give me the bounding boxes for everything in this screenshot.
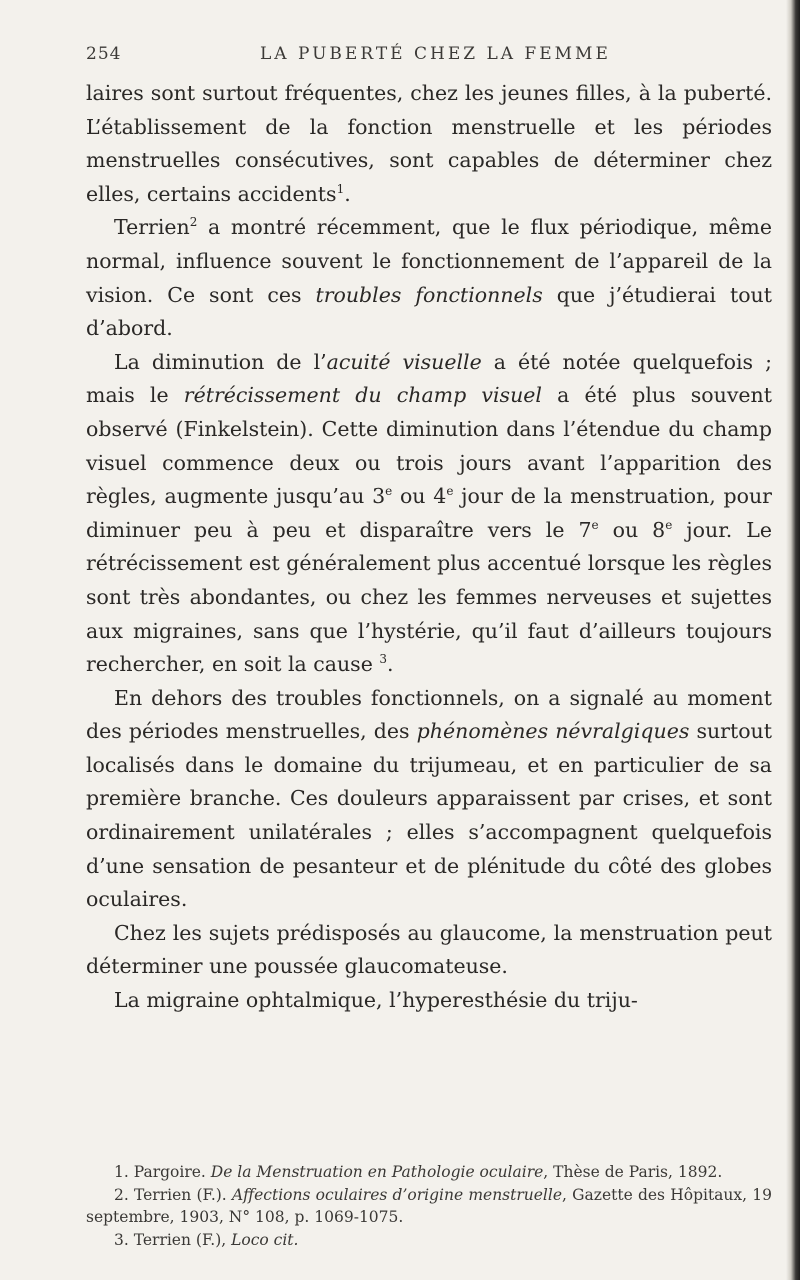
paragraph-3: La diminution de l’acuité visuelle a été notée quelquefois ; mais le rétrécissement du champ visuel a été plus souvent observé (Finkelstein). Cette diminution dans l’étendue du champ visuel commence deux ou trois jours avant l’apparition des règles, augmente jusqu’au 3e ou 4e jour de la menstruation, pour diminuer peu à peu et disparaître vers le 7e ou 8e jour. Le rétrécissement est généralement plus accentué lorsque les règles sont très abondantes, ou chez les femmes nerveuses et sujettes aux migraines, sans que l’hystérie, qu’il faut d’ailleurs toujours rechercher, en soit la cause $^3$. [86,349,772,677]
emphasis-acuite-visuelle: acuité visuelle [326,349,482,374]
paragraph-2: Terrien$^2$ a montré récemment, que le flux périodique, même normal, influence souvent le fonctionnement de l’appareil de la vision. Ce sont ces troubles fonctionnels que j’étudierai tout d’abord. [86,215,772,341]
footnotes [86,1161,772,1251]
paragraph-4: En dehors des troubles fonctionnels, on a signalé au moment des périodes menstruelles, des phénomènes névralgiques surtout localisés dans le domaine du trijumeau, et en particulier de sa première branche. Ces douleurs apparaissent par crises, et sont ordinairement unilatérales ; elles s’accompagnent quelquefois d’une sensation de pesanteur et de plénitude du côté des globes oculaires. [86,685,772,912]
emphasis-phenomenes-nevralgiques: phénomènes névralgiques [416,719,690,744]
running-head [86,44,776,70]
footnote-3: 3. Terrien (F.), Loco cit. [114,1230,299,1249]
emphasis-retrecissement: rétrécissement du champ visuel [183,383,542,408]
running-title: LA PUBERTÉ CHEZ LA FEMME [260,44,611,64]
paragraph-1: laires sont surtout fréquentes, chez les jeunes filles, à la puberté. L’établissement de la fonction menstruelle et les périodes menstruelles consécutives, sont capables de déterminer chez elles, certains accidents$^1$. [86,81,772,206]
footnote-ref-1[interactable]: 1 [336,181,345,196]
page-number: 254 [86,44,122,64]
paragraph-6: La migraine ophtalmique, l’hyperesthésie du triju- [114,988,638,1013]
footnote-1: 1. Pargoire. De la Menstruation en Pathologie oculaire, Thèse de Paris, 1892. [114,1163,723,1181]
footnote-2: 2. Terrien (F.). Affections oculaires d’origine menstruelle, Gazette des Hôpitaux, 19 septembre, 1903, N° 108, p. 1069-1075. [86,1185,772,1226]
paragraph-5: Chez les sujets prédisposés au glaucome, la menstruation peut déterminer une poussée glaucomateuse. [86,920,772,979]
footnote-ref-2[interactable]: 2 [189,215,198,230]
footnote-ref-3[interactable]: 3 [379,652,387,667]
emphasis-troubles-fonctionnels: troubles fonctionnels [315,282,543,307]
body-text [86,77,772,1018]
page-edge-shadow [786,0,800,1280]
